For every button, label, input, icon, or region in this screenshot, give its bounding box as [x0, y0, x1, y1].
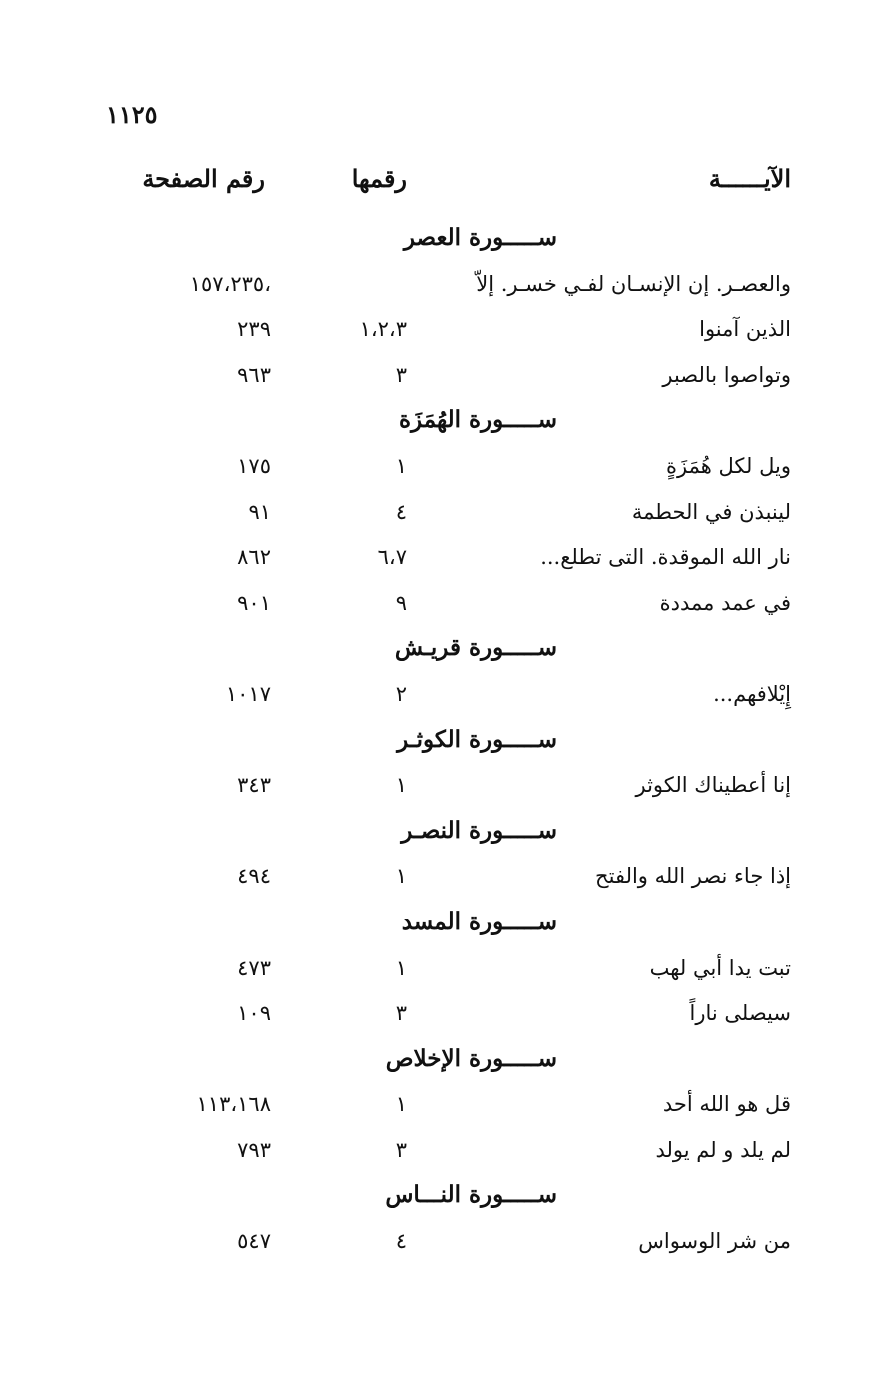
ayah-number: ٣ [395, 362, 407, 387]
ayah-number: ٤ [395, 499, 407, 524]
surah-heading-row [0, 1039, 885, 1085]
ayah-text: الذين آمنوا [699, 317, 791, 342]
page-reference: ١١٣،١٦٨ [196, 1092, 271, 1117]
table-row [0, 583, 885, 629]
table-row [0, 1084, 885, 1130]
index-table [0, 218, 885, 1267]
surah-heading-row [0, 628, 885, 674]
surah-title: ســـــورة الهُمَزَة [398, 406, 557, 434]
page-reference: ٤٧٣ [237, 955, 271, 980]
ayah-number: ١ [395, 453, 407, 478]
ayah-text: سيصلى ناراً [689, 1001, 791, 1026]
page-reference: ١٠٩ [237, 1001, 271, 1026]
ayah-number: ١ [395, 773, 407, 798]
ayah-text: إذا جاء نصر الله والفتح [595, 864, 791, 889]
ayah-text: تبت يدا أبي لهب [649, 955, 791, 980]
page-reference: ٩١ [248, 499, 271, 524]
surah-title: ســـــورة النصـر [401, 816, 557, 844]
ayah-text: قل هو الله أحد [662, 1092, 791, 1117]
page-reference: ١٠١٧ [225, 681, 271, 706]
page-reference: ٥٤٧ [237, 1229, 271, 1254]
page-number: ١١٢٥ [106, 100, 158, 129]
surah-title: ســـــورة النـــاس [385, 1181, 557, 1209]
surah-heading-row [0, 218, 885, 264]
header-ayah-number: رقمها [351, 164, 407, 193]
table-row [0, 446, 885, 492]
surah-title: ســـــورة الإخلاص [385, 1044, 557, 1072]
page-reference: ٢٣٩ [237, 317, 271, 342]
table-header [0, 164, 885, 204]
page-reference: ٩٠١ [237, 590, 271, 615]
ayah-number: ١ [395, 955, 407, 980]
surah-heading-row [0, 720, 885, 766]
surah-title: ســـــورة الكوثـر [397, 725, 557, 753]
surah-heading-row [0, 811, 885, 857]
ayah-text: في عمد ممددة [659, 590, 791, 615]
surah-title: ســـــورة المسد [401, 907, 557, 935]
ayah-text: إِيْلافهم... [713, 681, 791, 706]
ayah-number: ٢ [395, 681, 407, 706]
header-ayah: الآيــــــة [708, 164, 791, 193]
surah-heading-row [0, 1175, 885, 1221]
ayah-text: ويل لكل هُمَزَةٍ [666, 453, 791, 478]
page-reference: ٤٩٤ [237, 864, 271, 889]
ayah-number: ١،٢،٣ [359, 317, 407, 342]
ayah-text: وتواصوا بالصبر [662, 362, 791, 387]
header-page-number: رقم الصفحة [142, 164, 265, 193]
table-row [0, 1221, 885, 1267]
ayah-number: ٣ [395, 1137, 407, 1162]
ayah-text: لينبذن في الحطمة [631, 499, 791, 524]
ayah-number: ١ [395, 864, 407, 889]
page-reference: ٣٤٣ [237, 773, 271, 798]
ayah-text: إنا أعطيناك الكوثر [635, 773, 791, 798]
table-row [0, 355, 885, 401]
page-reference: ٧٩٣ [237, 1137, 271, 1162]
ayah-number: ٤ [395, 1229, 407, 1254]
page-reference: ١٥٧،٢٣٥، [189, 271, 271, 296]
surah-heading-row [0, 400, 885, 446]
table-row [0, 492, 885, 538]
surah-heading-row [0, 902, 885, 948]
ayah-number: ٣ [395, 1001, 407, 1026]
table-row [0, 674, 885, 720]
ayah-text: والعصـر. إن الإنسـان لفـي خسـر. إلاّ [476, 271, 791, 296]
ayah-number: ٩ [395, 590, 407, 615]
table-row [0, 993, 885, 1039]
table-row [0, 948, 885, 994]
ayah-text: نار الله الموقدة. التى تطلع... [540, 545, 791, 570]
table-row [0, 765, 885, 811]
ayah-number: ٦،٧ [377, 545, 407, 570]
table-row [0, 264, 885, 310]
table-row [0, 1130, 885, 1176]
ayah-number: ١ [395, 1092, 407, 1117]
page-reference: ١٧٥ [237, 453, 271, 478]
table-row [0, 537, 885, 583]
table-row [0, 856, 885, 902]
ayah-text: لم يلد و لم يولد [655, 1137, 791, 1162]
surah-title: ســـــورة العصر [403, 224, 557, 251]
page-reference: ٨٦٢ [237, 545, 271, 570]
ayah-text: من شر الوسواس [638, 1229, 791, 1254]
page-reference: ٩٦٣ [237, 362, 271, 387]
surah-title: ســـــورة قريـش [394, 634, 557, 662]
table-row [0, 309, 885, 355]
